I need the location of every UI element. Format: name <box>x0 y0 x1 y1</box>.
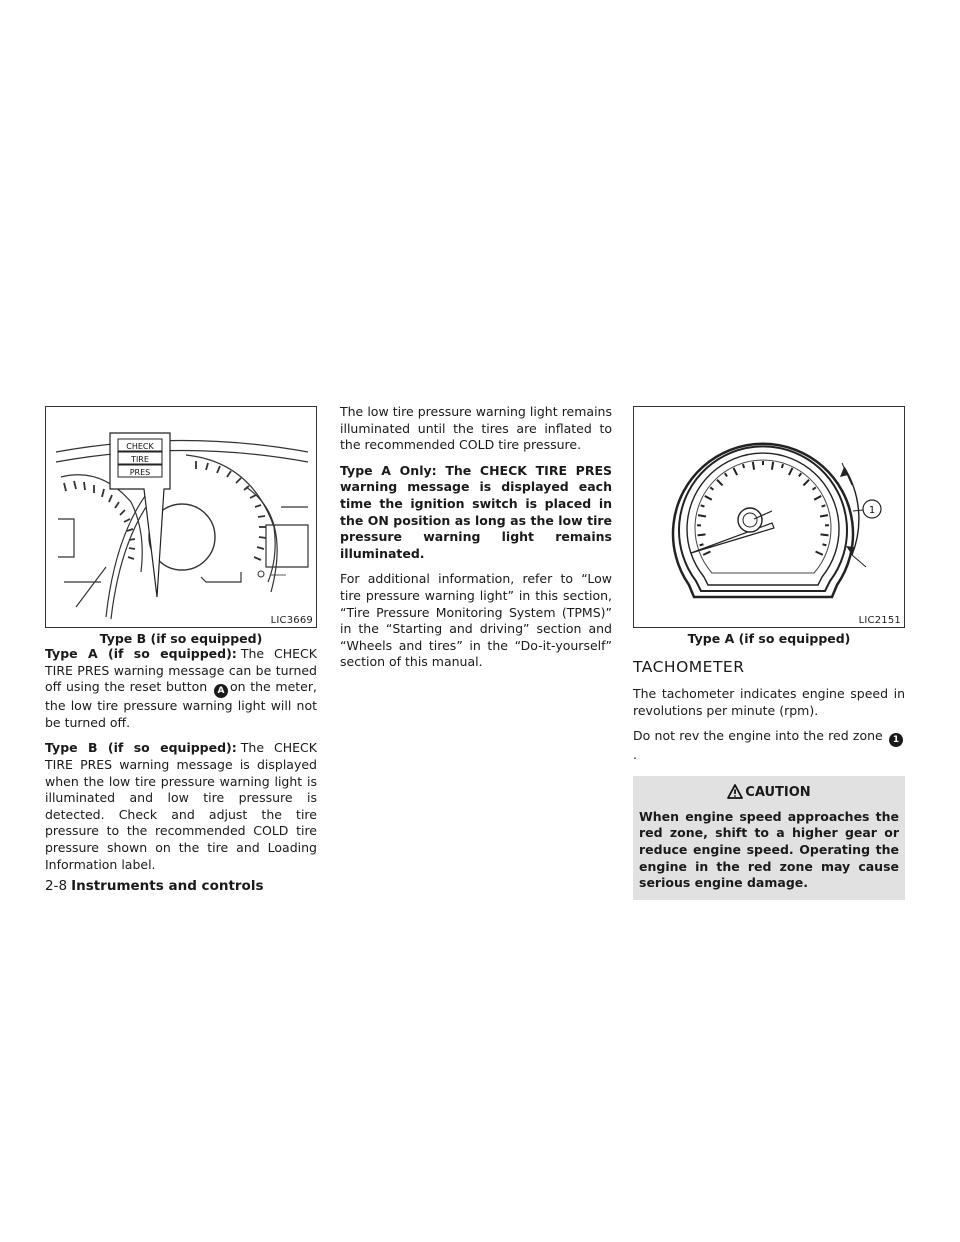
paragraph-text: on the meter, the low tire pressure warning light will not be turned off. <box>45 679 317 730</box>
marker-a-icon: A <box>214 684 228 698</box>
indicator-line-1: CHECK <box>126 442 154 451</box>
tach-tick <box>822 505 826 506</box>
paragraph-lead: Type A (if so equipped): <box>45 646 237 661</box>
paragraph-additional-info: For additional information, refer to “Low tire pressure warning light” in this section, “Tire Pressure Monitoring System (TPMS)” in the “Starting and driving” section and “Wheels and tires” in the “Do-it-yourself” section of this manual. <box>340 571 612 670</box>
caution-title: CAUTION <box>745 784 811 800</box>
page-footer <box>45 878 264 894</box>
tach-tick <box>705 496 712 500</box>
warning-triangle-icon <box>727 784 743 799</box>
marker-1-icon: 1 <box>889 733 903 747</box>
paragraph-text: Do not rev the engine into the red zone <box>633 728 883 744</box>
section-heading: TACHOMETER <box>633 658 745 676</box>
tach-tick <box>734 468 738 475</box>
paragraph-lead: Type B (if so equipped): <box>45 740 237 756</box>
cluster-illustration <box>46 407 317 628</box>
paragraph-type-a-only: Type A Only: The CHECK TIRE PRES warning message is displayed each time the ignition switch is placed in the ON position as long as the low tire pressure warning light remains illuminated. <box>340 462 612 561</box>
tach-tick <box>717 480 723 486</box>
left-column <box>45 406 317 882</box>
tach-tick <box>814 496 821 500</box>
figure-type-a-tachometer <box>633 406 905 628</box>
tach-tick <box>698 515 706 516</box>
tach-tick <box>772 462 773 470</box>
paragraph-warning-light: The low tire pressure warning light remains illuminated until the tires are inflated to the recommended COLD tire pressure. <box>340 404 612 453</box>
callout-number: 1 <box>868 505 876 516</box>
paragraph-text: The CHECK TIRE PRES warning message is displayed when the low tire pressure warning light is illuminated and low tire pressure is detected. Check and adjust the tire pressure to the recommended COLD tire pressure shown on the tire and Loading Information label. <box>45 740 317 872</box>
tachometer-illustration <box>634 407 905 628</box>
tach-tick <box>701 505 705 506</box>
caution-text: When engine speed approaches the red zone, shift to a higher gear or reduce engine speed. Operating the engine in the red zone may cause serious engine damage. <box>639 808 899 891</box>
indicator-line-3: PRES <box>129 468 151 477</box>
tach-tick <box>725 473 727 476</box>
tach-tick <box>698 534 706 535</box>
tach-tick <box>803 480 809 486</box>
figure-caption: Type B (if so equipped) <box>99 631 263 646</box>
paragraph-red-zone <box>633 728 905 764</box>
tach-tick <box>743 464 744 468</box>
tach-tick <box>710 487 713 489</box>
figure-type-b-cluster <box>45 406 317 628</box>
section-name: Instruments and controls <box>71 878 264 894</box>
caution-box <box>633 776 905 900</box>
tach-tick <box>703 552 710 555</box>
tach-tick <box>700 544 704 545</box>
tach-tick <box>799 473 801 476</box>
tach-tick <box>821 534 829 535</box>
tach-tick <box>813 487 816 489</box>
tach-tick <box>823 544 827 545</box>
tach-tick <box>753 462 754 470</box>
page-number: 2-8 <box>45 878 68 894</box>
tach-tick <box>816 552 823 555</box>
paragraph-text: . <box>633 747 637 763</box>
paragraph-type-a <box>45 646 317 731</box>
indicator-line-2: TIRE <box>131 455 149 464</box>
tach-tick <box>789 468 793 475</box>
figure-caption: Type A (if so equipped) <box>687 631 851 646</box>
right-column <box>633 406 905 900</box>
figure-code: LIC3669 <box>270 615 313 626</box>
tach-tick <box>782 464 783 468</box>
paragraph-tachometer: The tachometer indicates engine speed in revolutions per minute (rpm). <box>633 686 905 718</box>
middle-column <box>340 404 612 680</box>
paragraph-text: The CHECK TIRE PRES warning message can be turned off using the reset button <box>45 646 317 695</box>
paragraph-type-b <box>45 740 317 873</box>
caution-heading <box>639 784 899 800</box>
figure-code: LIC2151 <box>858 615 901 626</box>
tach-tick <box>820 515 828 516</box>
